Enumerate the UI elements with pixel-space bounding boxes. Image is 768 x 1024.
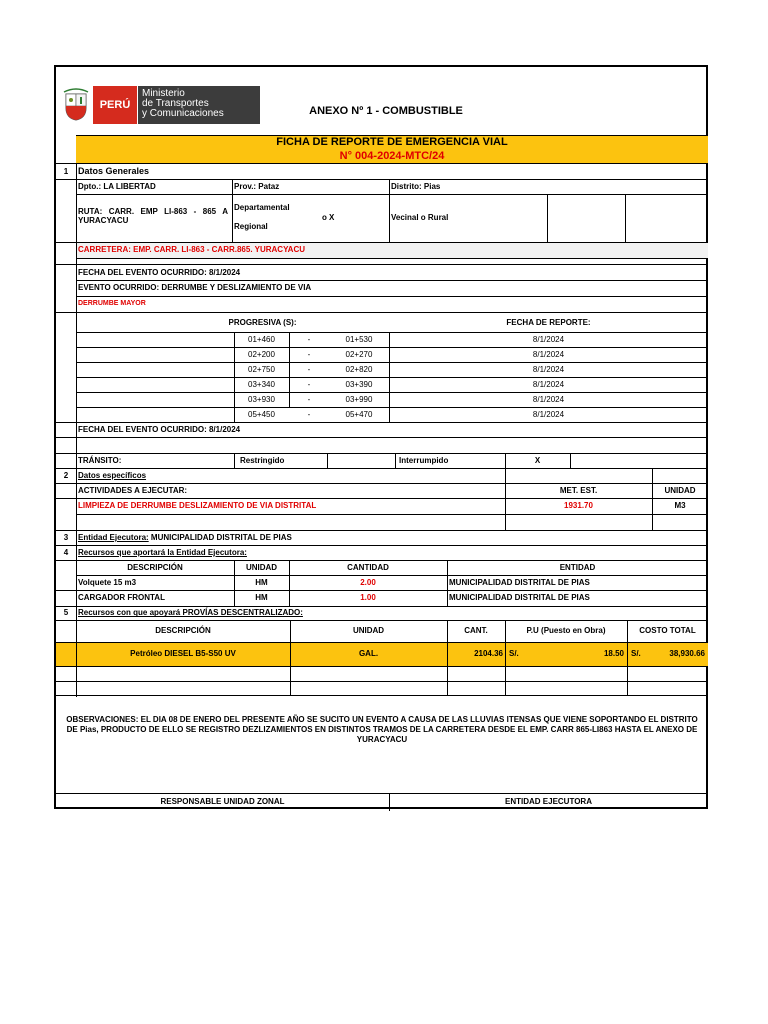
ruta-line1: RUTA: CARR. EMP LI-863 - 865 A	[78, 207, 228, 216]
resource-unit: HM	[255, 577, 268, 587]
progresiva-separator: -	[307, 379, 311, 389]
footer-responsable: RESPONSABLE UNIDAD ZONAL	[160, 796, 285, 806]
section4-title: Recursos que aportará la Entidad Ejecutora:	[78, 547, 247, 557]
progresiva-from: 02+750	[248, 364, 275, 374]
resource-desc: Volquete 15 m3	[78, 577, 137, 587]
progresiva-to: 03+990	[345, 394, 373, 404]
logo-line2: de Transportes	[142, 98, 209, 109]
restringido-label: Restringido	[240, 455, 285, 465]
unidad-value: M3	[674, 501, 686, 511]
fuel-desc: Petróleo DIESEL B5-S50 UV	[130, 649, 236, 659]
observaciones-text: OBSERVACIONES: EL DIA 08 DE ENERO DEL PRESENTE AÑO SE SUCITO UN EVENTO A CAUSA DE LAS LLUVIAS ITENSAS QUE VIENE SOPORTANDO EL DISTRITO DE Pias, PRODUCTO DE ELLO SE REGISTRO DEZLIZAMIENTOS EN DISTINTOS TRAMOS DE LA CARRETERA DESDE EL EMP. CARR 865-LI863 HASTA EL ANEXO DE YURACYACU	[66, 715, 698, 744]
resource-entity: MUNICIPALIDAD DISTRITAL DE PIAS	[449, 592, 590, 602]
progresiva-separator: -	[307, 409, 311, 419]
fuel-unit: GAL.	[358, 649, 379, 659]
fuel-total-currency: S/.	[631, 649, 641, 659]
progresiva-from: 03+930	[248, 394, 275, 404]
progresiva-date: 8/1/2024	[532, 379, 565, 389]
section2-number: 2	[63, 470, 69, 480]
distrito-field: Distrito: Pias	[391, 181, 441, 191]
progresiva-to: 02+270	[345, 349, 373, 359]
progresiva-from: 03+340	[248, 379, 275, 389]
progresiva-from: 01+460	[248, 334, 275, 344]
regional-label: Regional	[234, 222, 268, 232]
resource-qty: 1.00	[360, 592, 376, 602]
metrado-value: 1931.70	[564, 501, 593, 511]
progresiva-date: 8/1/2024	[532, 334, 565, 344]
s4-header-qty: CANTIDAD	[347, 562, 389, 572]
resource-qty: 2.00	[360, 577, 376, 587]
actividad-value: LIMPIEZA DE DERRUMBE DESLIZAMIENTO DE VIA DISTRITAL	[78, 501, 317, 511]
tipo-evento-field: DERRUMBE MAYOR	[78, 299, 146, 307]
transito-x-mark: X	[534, 455, 541, 465]
ruta-line2: YURACYACU	[78, 216, 129, 225]
x-mark: X	[329, 213, 335, 223]
unidad-header: UNIDAD	[664, 485, 696, 495]
ministry-name-block	[138, 86, 260, 124]
fuel-pu: 18.50	[603, 649, 624, 659]
ministry-logo	[60, 86, 258, 124]
resource-unit: HM	[255, 592, 268, 602]
peru-badge	[93, 86, 137, 124]
o-mark: o	[322, 213, 327, 223]
vecinal-label: Vecinal o Rural	[391, 213, 449, 223]
progresiva-separator: -	[307, 349, 311, 359]
section1-title: Datos Generales	[78, 166, 150, 177]
progresiva-to: 03+390	[345, 379, 373, 389]
s5-header-unit: UNIDAD	[352, 626, 385, 636]
form-title: FICHA DE REPORTE DE EMERGENCIA VIAL	[276, 135, 508, 148]
section1-number: 1	[63, 166, 69, 176]
progresiva-separator: -	[307, 394, 311, 404]
fecha-reporte-header: FECHA DE REPORTE:	[506, 317, 591, 327]
footer-entidad: ENTIDAD EJECUTORA	[505, 796, 592, 806]
progresiva-to: 02+820	[345, 364, 373, 374]
annex-title: ANEXO Nº 1 - COMBUSTIBLE	[309, 104, 463, 117]
section2-title: Datos específicos	[78, 470, 147, 480]
section5-number: 5	[63, 608, 69, 618]
entidad-ejecutora-value: MUNICIPALIDAD DISTRITAL DE PIAS	[150, 532, 292, 542]
entidad-ejecutora-label: Entidad Ejecutora:	[78, 532, 149, 542]
prov-field: Prov.: Pataz	[234, 181, 280, 191]
s4-header-unit: UNIDAD	[245, 562, 278, 572]
progresiva-from: 02+200	[248, 349, 275, 359]
fecha-evento-field-2: FECHA DEL EVENTO OCURRIDO: 8/1/2024	[78, 424, 241, 434]
fuel-total: 38,930.66	[669, 649, 705, 659]
evento-field: EVENTO OCURRIDO: DERRUMBE Y DESLIZAMIENTO DE VIA	[78, 283, 312, 293]
peru-coat-of-arms-icon	[60, 86, 92, 124]
fecha-evento-field: FECHA DEL EVENTO OCURRIDO: 8/1/2024	[78, 267, 241, 277]
entidad-ejecutora-line	[76, 530, 576, 545]
interrumpido-label: Interrumpido	[399, 455, 449, 465]
departamental-label: Departamental	[234, 203, 290, 213]
dpto-field: Dpto.: LA LIBERTAD	[78, 181, 156, 191]
progresiva-to: 01+530	[345, 334, 373, 344]
report-sheet	[54, 65, 708, 809]
progresiva-header: PROGRESIVA (S):	[228, 317, 297, 327]
carretera-field: CARRETERA: EMP. CARR. LI-863 - CARR.865. YURACYACU	[78, 245, 306, 255]
progresiva-separator: -	[307, 364, 311, 374]
logo-line3: y Comunicaciones	[142, 108, 224, 119]
logo-line1: Ministerio	[142, 88, 185, 99]
resource-desc: CARGADOR FRONTAL	[78, 592, 165, 602]
s4-header-entity: ENTIDAD	[559, 562, 596, 572]
progresiva-date: 8/1/2024	[532, 394, 565, 404]
met-est-header: MET. EST.	[559, 485, 598, 495]
s5-header-qty: CANT.	[464, 626, 488, 636]
progresiva-date: 8/1/2024	[532, 364, 565, 374]
form-number: N° 004-2024-MTC/24	[339, 149, 445, 162]
section3-number: 3	[63, 532, 69, 542]
s5-header-pu: P.U (Puesto en Obra)	[526, 626, 606, 636]
ruta-field	[76, 207, 230, 231]
logo-country-text: PERÚ	[99, 99, 131, 111]
s4-header-desc: DESCRIPCIÓN	[127, 562, 183, 572]
progresiva-to: 05+470	[345, 409, 373, 419]
progresiva-date: 8/1/2024	[532, 349, 565, 359]
progresiva-separator: -	[307, 334, 311, 344]
section4-number: 4	[63, 547, 69, 557]
fuel-pu-currency: S/.	[509, 649, 519, 659]
transito-label: TRÁNSITO:	[78, 455, 122, 465]
actividades-header: ACTIVIDADES A EJECUTAR:	[78, 485, 188, 495]
resource-entity: MUNICIPALIDAD DISTRITAL DE PIAS	[449, 577, 590, 587]
s5-header-desc: DESCRIPCIÓN	[155, 626, 211, 636]
progresiva-date: 8/1/2024	[532, 409, 565, 419]
s5-header-total: COSTO TOTAL	[639, 626, 696, 636]
section5-title: Recursos con que apoyará PROVÍAS DESCENTRALIZADO:	[78, 608, 303, 618]
fuel-qty: 2104.36	[474, 649, 503, 659]
progresiva-from: 05+450	[248, 409, 275, 419]
